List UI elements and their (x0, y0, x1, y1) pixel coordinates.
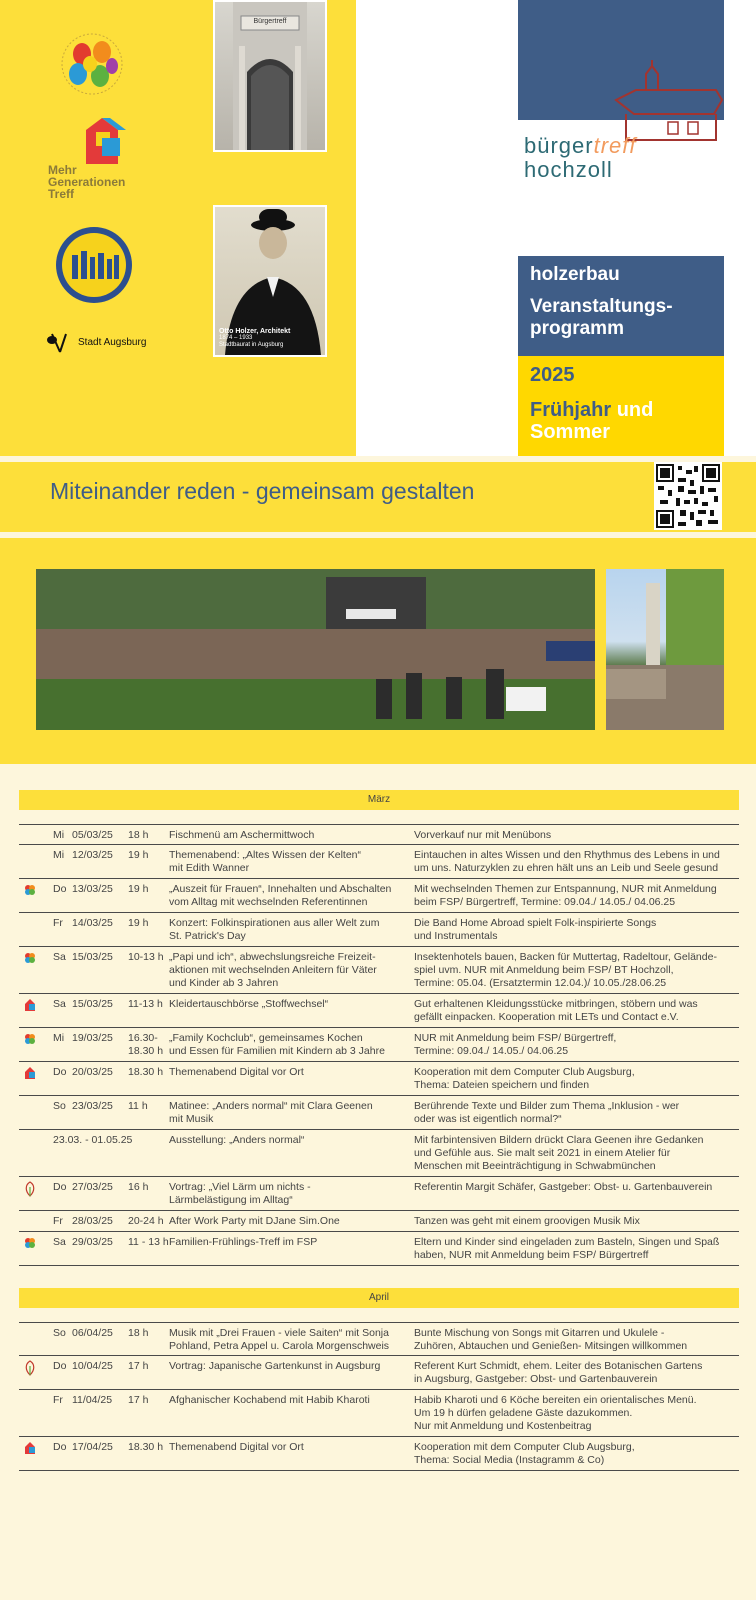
season-box (518, 356, 724, 456)
slogan-text: Miteinander reden - gemeinsam gestalten (50, 478, 475, 504)
year-label: 2025 (530, 364, 575, 386)
event-time: 19 h (128, 883, 149, 895)
event-weekday: Do (53, 1441, 67, 1453)
event-row (19, 994, 739, 1028)
event-title: Vortrag: Japanische Gartenkunst in Augsburg (169, 1360, 381, 1372)
event-time: 17 h (128, 1360, 149, 1372)
event-date: 29/03/25 (72, 1236, 113, 1248)
event-date: 19/03/25 (72, 1032, 113, 1044)
event-title: Fischmenü am Aschermittwoch (169, 829, 315, 841)
event-row (19, 845, 739, 879)
event-date: 12/03/25 (72, 849, 113, 861)
event-title: After Work Party mit DJane Sim.One (169, 1215, 340, 1227)
event-time: 10-13 h (128, 951, 164, 963)
event-weekday: Do (53, 1066, 67, 1078)
month-header: März (19, 790, 739, 810)
event-time: 17 h (128, 1394, 149, 1406)
family-hands-icon (23, 951, 37, 965)
event-description: Bunte Mischung von Songs mit Gitarren und Ukulele - Zuhören, Abtauchen und Genießen- Mitsingen willkommen (414, 1327, 688, 1352)
event-row (19, 1130, 739, 1177)
event-title: „Auszeit für Frauen“, Innehalten und Abschalten vom Alltag mit wechselnden Referentinnen (169, 883, 392, 908)
event-row (19, 1062, 739, 1096)
event-description: Referentin Margit Schäfer, Gastgeber: Obst- u. Gartenbauverein (414, 1181, 713, 1193)
mehrgenerationen-logo-text: Mehr Generationen Treff (48, 163, 126, 201)
event-weekday: Sa (53, 951, 66, 963)
event-title: „Papi und ich“, abwechslungsreiche Freizeit- aktionen mit wechselnden Anleitern für Väter und Kinder ab 3 Jahren (169, 951, 377, 989)
event-description: Die Band Home Abroad spielt Folk-inspirierte Songs und Instrumentals (414, 917, 657, 942)
church-tower-photo (606, 569, 724, 730)
header-right-panel (356, 0, 756, 456)
event-row (19, 1096, 739, 1130)
event-title: „Family Kochclub“, gemeinsames Kochen und Essen für Familien mit Kindern ab 3 Jahre (169, 1032, 385, 1057)
program-title-box (518, 256, 724, 356)
event-description: Mit wechselnden Themen zur Entspannung, NUR mit Anmeldung beim FSP/ Bürgertreff, Termine: 09.04./ 14.05./ 04.06.25 (414, 883, 717, 908)
event-row (19, 824, 739, 845)
event-time: 18.30 h (128, 1066, 164, 1078)
event-description: Mit farbintensiven Bildern drückt Clara Geenen ihre Gedanken und Gefühle aus. Sie malt seit 2021 in einem Atelier für Menschen mit Beeinträchtigung in Schwabmünchen (414, 1134, 704, 1172)
event-time: 16 h (128, 1181, 149, 1193)
outdoor-event-photo (36, 569, 595, 730)
family-hands-icon (23, 883, 37, 897)
event-weekday: So (53, 1327, 66, 1339)
event-weekday: Fr (53, 1394, 63, 1406)
event-description: Vorverkauf nur mit Menübons (414, 829, 552, 841)
event-weekday: Sa (53, 998, 66, 1010)
event-time: 11 - 13 h (128, 1236, 169, 1248)
buergertreff-hochzoll-wordmark: bürgertreff hochzoll (524, 133, 637, 182)
garden-flower-icon (23, 1360, 37, 1374)
event-description: Referent Kurt Schmidt, ehem. Leiter des Botanischen Gartens in Augsburg, Gastgeber: Obst- und Gartenbauverein (414, 1360, 703, 1385)
event-description: Habib Kharoti und 6 Köche bereiten ein orientalisches Menü. Um 19 h dürfen geladene Gäste dazukommen. Nur mit Anmeldung und Kostenbeitrag (414, 1394, 697, 1432)
event-weekday: Do (53, 883, 67, 895)
building-door-photo (213, 0, 327, 152)
event-time: 18 h (128, 829, 149, 841)
qr-code[interactable] (654, 462, 722, 530)
event-description: Kooperation mit dem Computer Club Augsburg, Thema: Social Media (Instagramm & Co) (414, 1441, 635, 1466)
event-row (19, 1177, 739, 1211)
door-sign: Bürgertreff (253, 18, 287, 25)
event-title: Musik mit „Drei Frauen - viele Saiten“ mit Sonja Pohland, Petra Appel u. Carola Morgenschweis (169, 1327, 390, 1352)
stadt-augsburg-label: Stadt Augsburg (78, 336, 147, 348)
event-description: Kooperation mit dem Computer Club Augsburg, Thema: Dateien speichern und finden (414, 1066, 635, 1091)
event-title: Ausstellung: „Anders normal“ (169, 1134, 305, 1146)
event-row (19, 1211, 739, 1232)
event-row (19, 879, 739, 913)
event-description: Berührende Texte und Bilder zum Thema „Inklusion - wer oder was ist eigentlich normal?“ (414, 1100, 680, 1125)
event-weekday: Mi (53, 1032, 65, 1044)
event-date: 15/03/25 (72, 951, 113, 963)
slogan-band (0, 462, 756, 532)
event-title: Themenabend Digital vor Ort (169, 1441, 304, 1453)
event-row (19, 1322, 739, 1356)
photo-band (0, 538, 756, 764)
event-description: Eltern und Kinder sind eingeladen zum Basteln, Singen und Spaß haben, NUR mit Anmeldung beim FSP/ Bürgertreff (414, 1236, 720, 1261)
event-row (19, 1232, 739, 1266)
event-date: 23/03/25 (72, 1100, 113, 1112)
event-date: 06/04/25 (72, 1327, 113, 1339)
event-row (19, 947, 739, 994)
mehrgenerationen-house-icon (23, 1066, 37, 1080)
event-row (19, 1028, 739, 1062)
event-description: NUR mit Anmeldung beim FSP/ Bürgertreff, Termine: 09.04./ 14.05./ 04.06.25 (414, 1032, 617, 1057)
event-description: Tanzen was geht mit einem groovigen Musik Mix (414, 1215, 640, 1227)
event-time: 11-13 h (128, 998, 163, 1010)
header-left-panel (0, 0, 356, 456)
stadt-augsburg-logo (46, 330, 156, 354)
event-title: Vortrag: „Viel Lärm um nichts - Lärmbelästigung im Alltag“ (169, 1181, 311, 1206)
event-time: 11 h (128, 1100, 148, 1112)
event-time: 18.30 h (128, 1441, 164, 1453)
event-title: Afghanischer Kochabend mit Habib Kharoti (169, 1394, 370, 1406)
event-weekday: Mi (53, 849, 65, 861)
program-title-line2: Veranstaltungs- programm (530, 296, 673, 339)
event-time: 18 h (128, 1327, 149, 1339)
month-header: April (19, 1288, 739, 1308)
event-weekday: Do (53, 1181, 67, 1193)
otto-holzer-portrait (213, 205, 327, 357)
event-date: 28/03/25 (72, 1215, 113, 1227)
family-hands-icon (23, 1032, 37, 1046)
event-date: 13/03/25 (72, 883, 113, 895)
event-title: Konzert: Folkinspirationen aus aller Welt zum St. Patrick's Day (169, 917, 380, 942)
family-circle-logo (54, 225, 134, 305)
season-label: Frühjahr und Sommer (530, 399, 654, 443)
event-title: Themenabend: „Altes Wissen der Kelten“ mit Edith Wanner (169, 849, 362, 874)
event-date: 14/03/25 (72, 917, 113, 929)
event-row (19, 1437, 739, 1471)
event-row (19, 1390, 739, 1437)
hands-logo (50, 26, 134, 102)
family-hands-icon (23, 1236, 37, 1250)
event-description: Eintauchen in altes Wissen und den Rhythmus des Lebens in und um uns. Naturzyklen zu ehren hält uns an Leib und Seele gesund (414, 849, 720, 874)
event-date: 10/04/25 (72, 1360, 113, 1372)
portrait-caption: Otto Holzer, Architekt 1874 – 1933 Stadtbaurat in Augsburg (219, 328, 291, 348)
event-title: Familien-Frühlings-Treff im FSP (169, 1236, 318, 1248)
event-title: Kleidertauschbörse „Stoffwechsel“ (169, 998, 329, 1010)
event-date: 15/03/25 (72, 998, 113, 1010)
garden-flower-icon (23, 1181, 37, 1195)
event-date: 20/03/25 (72, 1066, 113, 1078)
mehrgenerationen-house-icon (23, 998, 37, 1012)
event-title: Matinee: „Anders normal“ mit Clara Geenen mit Musik (169, 1100, 373, 1125)
event-row (19, 1356, 739, 1390)
event-time: 16.30- 18.30 h (128, 1032, 164, 1057)
event-date: 05/03/25 (72, 829, 113, 841)
mehrgenerationen-logo (46, 116, 156, 212)
event-row (19, 913, 739, 947)
event-time: 19 h (128, 917, 149, 929)
augsburg-emblem-icon (46, 330, 72, 354)
event-description: Insektenhotels bauen, Backen für Muttertag, Radeltour, Gelände- spiel uvm. NUR mit Anmeldung beim FSP/ BT Hochzoll, Termine: 05.04. (Ersatztermin 12.04.)/ 10.05./28.06.25 (414, 951, 717, 989)
mehrgenerationen-house-icon (23, 1441, 37, 1455)
event-weekday: Do (53, 1360, 67, 1372)
event-description: Gut erhaltenen Kleidungsstücke mitbringen, stöbern und was gefällt einpacken. Kooperation mit LETs und Contact e.V. (414, 998, 698, 1023)
event-date: 17/04/25 (72, 1441, 113, 1453)
event-weekday: Mi (53, 829, 65, 841)
program-title-line1: holzerbau (530, 264, 620, 285)
event-date: 11/04/25 (72, 1394, 113, 1406)
event-time: 20-24 h (128, 1215, 164, 1227)
event-weekday: Fr (53, 1215, 63, 1227)
event-weekday: Fr (53, 917, 63, 929)
event-title: Themenabend Digital vor Ort (169, 1066, 304, 1078)
event-date: 27/03/25 (72, 1181, 113, 1193)
event-time: 19 h (128, 849, 149, 861)
event-date-range: 23.03. - 01.05.25 (53, 1134, 133, 1146)
event-weekday: So (53, 1100, 66, 1112)
event-weekday: Sa (53, 1236, 66, 1248)
